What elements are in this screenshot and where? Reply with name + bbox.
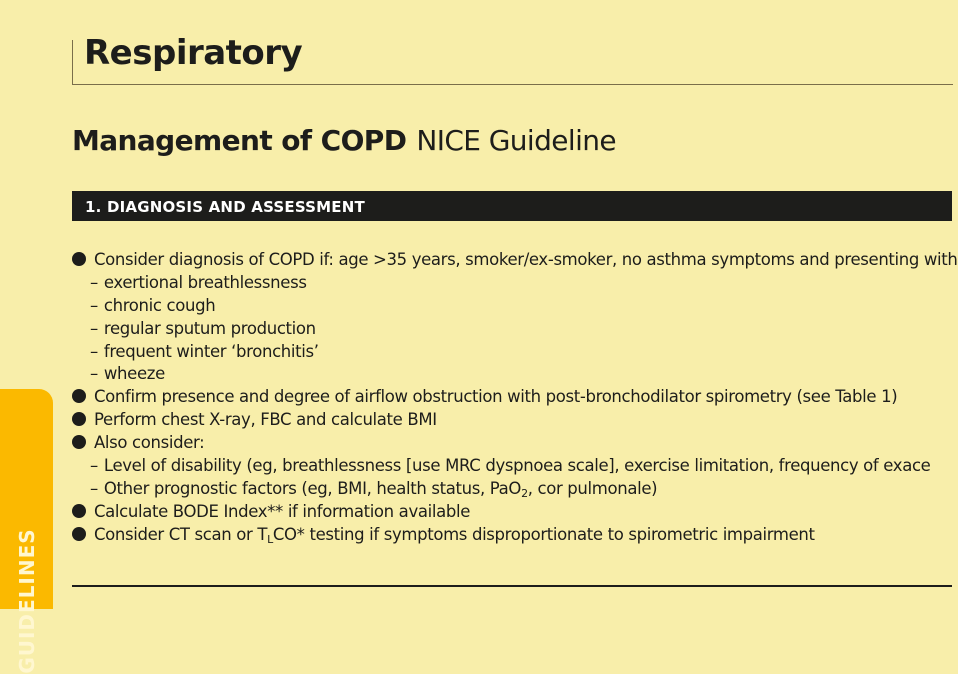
list-item: Calculate BODE Index** if information available: [72, 501, 958, 524]
page-title: [72, 124, 616, 157]
list-item: Confirm presence and degree of airflow obstruction with post-bronchodilator spirometry (see Table 1): [72, 386, 958, 409]
dash-icon: –: [90, 318, 98, 338]
dash-icon: –: [90, 341, 98, 361]
bullet-icon: [72, 504, 86, 518]
section-bar-label: 1. DIAGNOSIS AND ASSESSMENT: [85, 198, 365, 216]
bullet-icon: [72, 527, 86, 541]
section-bar: [72, 191, 952, 221]
bullet-icon: [72, 389, 86, 403]
dash-icon: –: [90, 456, 98, 476]
bullet-icon: [72, 252, 86, 266]
dash-icon: –: [90, 272, 98, 292]
bullet-icon: [72, 412, 86, 426]
bottom-rule: [72, 585, 952, 587]
section-heading: Respiratory: [84, 33, 303, 73]
list-item: Consider CT scan or $T_LCO*$ testing if symptoms disproportionate to spirometric impairment: [72, 524, 958, 547]
list-item: Consider diagnosis of COPD if: age >35 years, smoker/ex-smoker, no asthma symptoms and presenting with: [72, 249, 958, 272]
sub-list-item: – Level of disability (eg, breathlessness [use MRC dyspnoea scale], exercise limitation, frequency of exace: [90, 456, 931, 476]
sub-list-item: – Other prognostic factors (eg, BMI, health status, PaO$_2$, cor pulmonale): [90, 478, 658, 500]
dash-icon: –: [90, 364, 98, 384]
content-list: [72, 249, 958, 547]
sub-list-item: – frequent winter ‘bronchitis’: [90, 341, 319, 361]
sub-list-item: – wheeze: [90, 364, 165, 384]
title-main: Management of COPD: [72, 124, 407, 157]
list-item: Perform chest X-ray, FBC and calculate BMI: [72, 409, 958, 432]
list-item: Also consider:: [72, 432, 958, 455]
sub-list-item: – chronic cough: [90, 295, 216, 315]
side-tab: [0, 389, 53, 674]
dash-icon: –: [90, 478, 98, 498]
dash-icon: –: [90, 295, 98, 315]
side-tab-label: GUIDELINES: [15, 528, 39, 674]
sub-list-item: – exertional breathlessness: [90, 272, 307, 292]
title-sub: NICE Guideline: [416, 124, 617, 157]
sub-list-item: – regular sputum production: [90, 318, 316, 338]
bullet-icon: [72, 435, 86, 449]
